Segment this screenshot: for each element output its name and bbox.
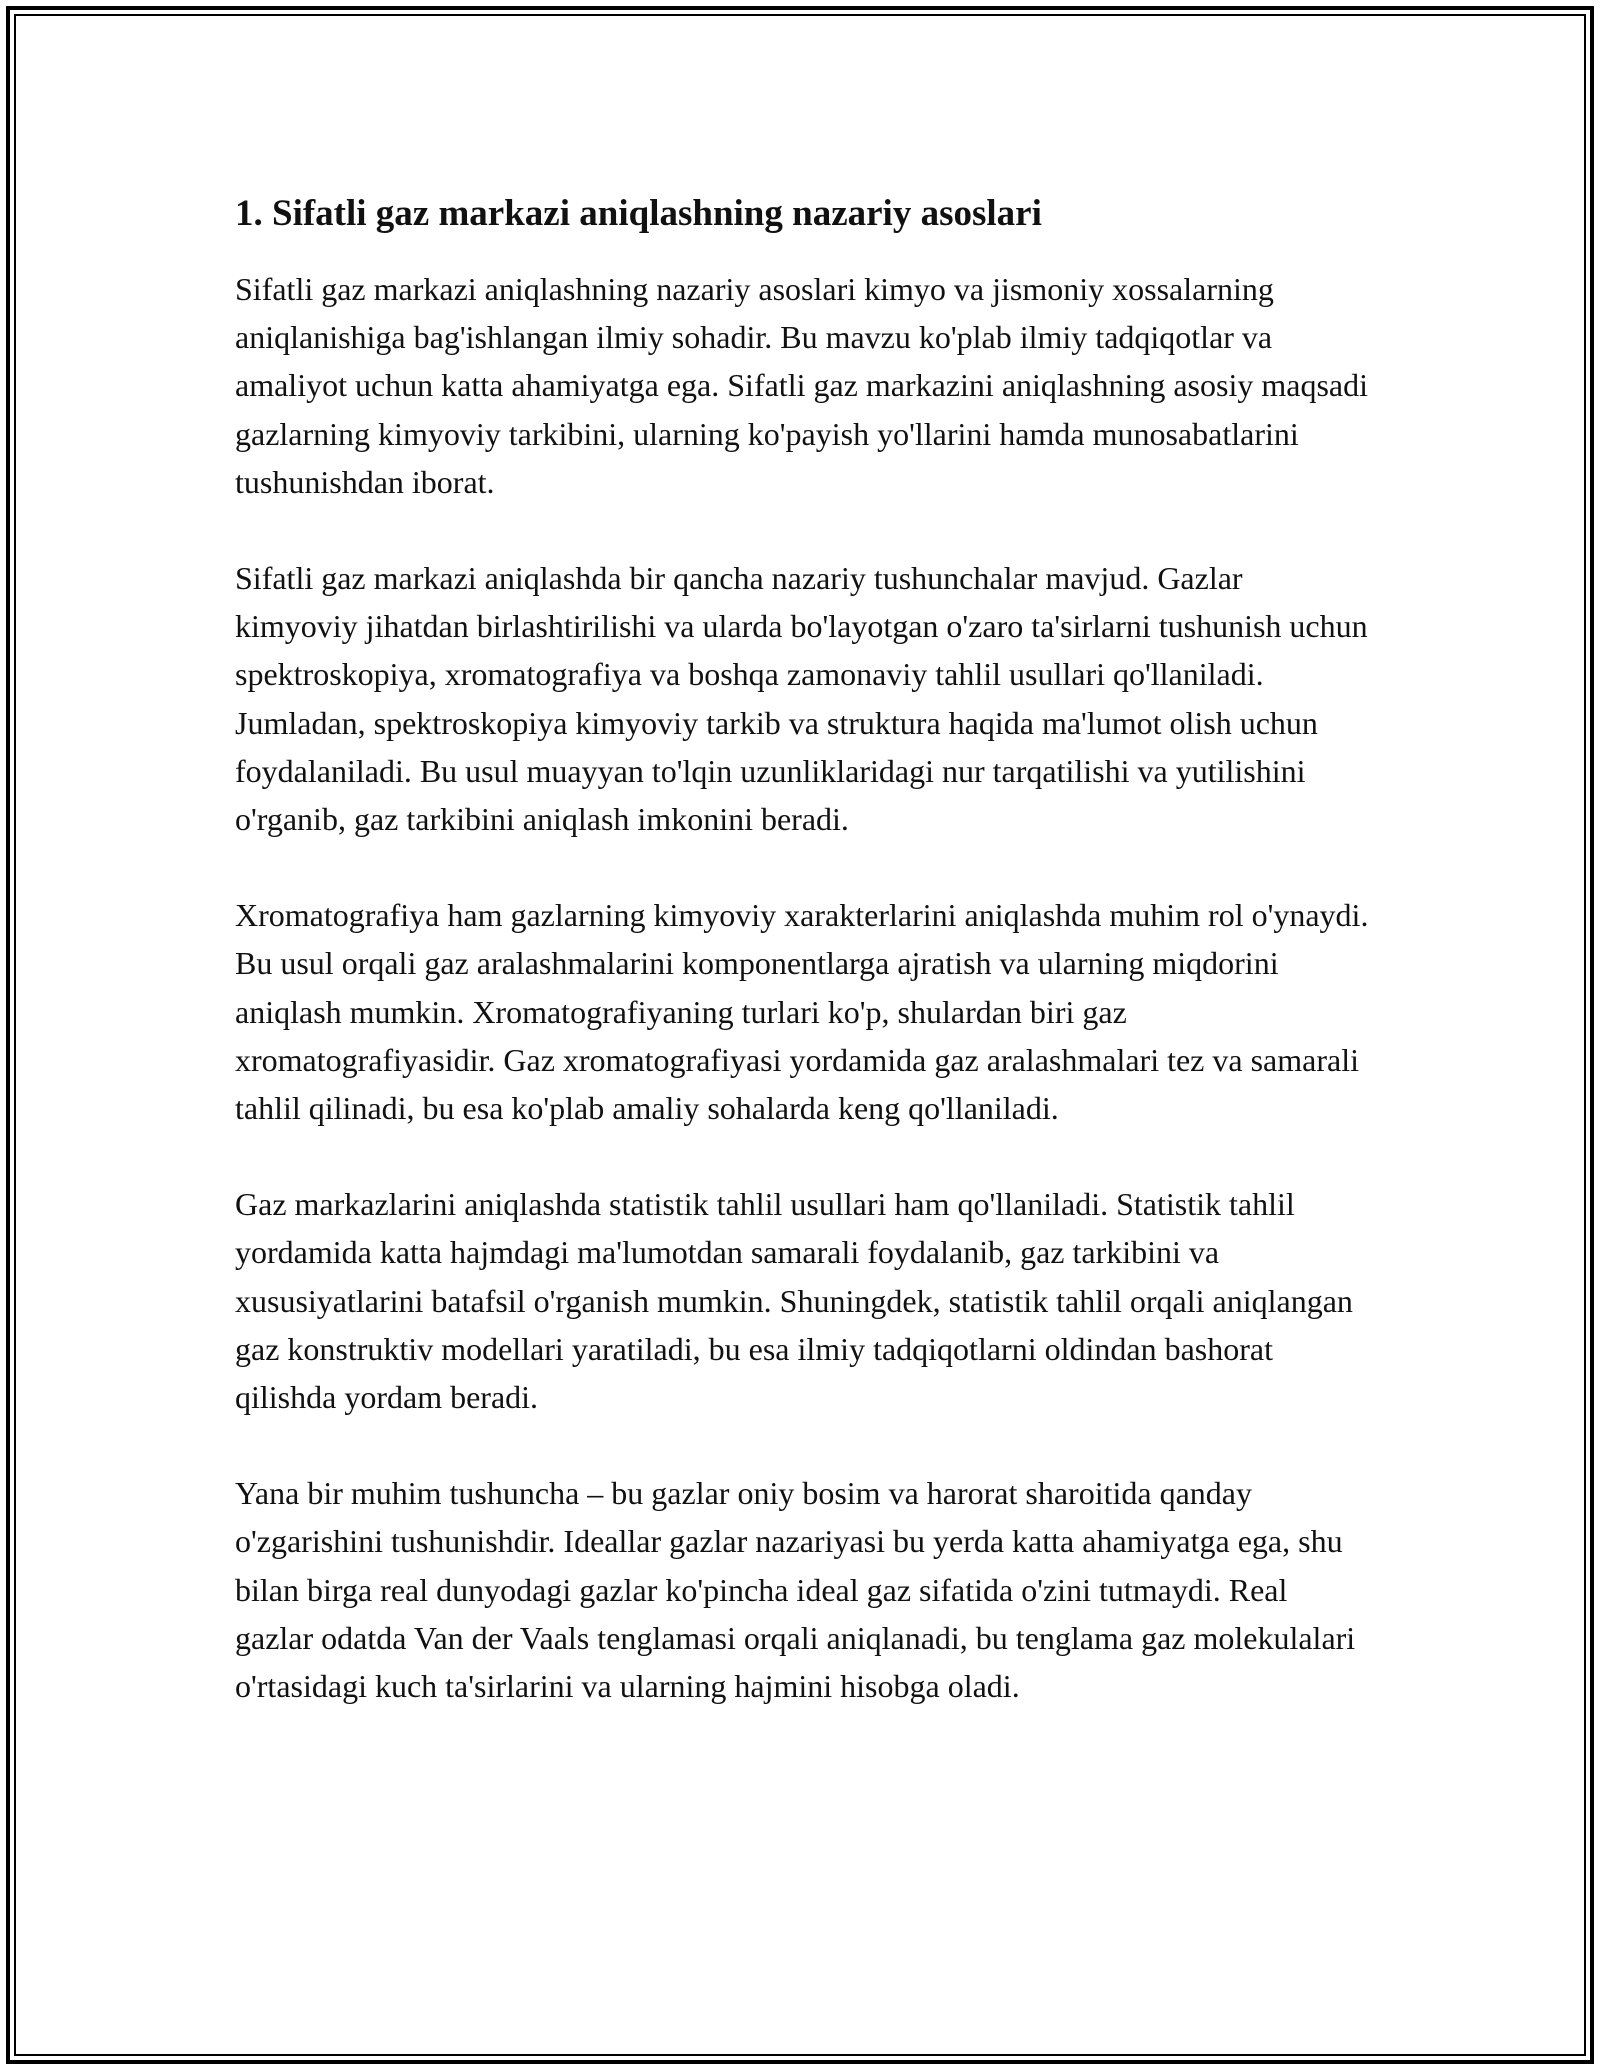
paragraph-3: Xromatografiya ham gazlarning kimyoviy xarakterlarini aniqlashda muhim rol o'ynaydi. Bu usul orqali gaz aralashmalarini komponentlarga ajratish va ularning miqdorini aniqlash mumkin. Xromatografiyaning turlari ko'p, shulardan biri gaz xromatografiyasidir. Gaz xromatografiyasi yordamida gaz aralashmalari tez va samarali tahlil qilinadi, bu esa ko'plab amaliy sohalarda keng qo'llaniladi.	[235, 897, 1369, 1127]
paragraph-4: Gaz markazlarini aniqlashda statistik tahlil usullari ham qo'llaniladi. Statistik tahlil yordamida katta hajmdagi ma'lumotdan samarali foydalanib, gaz tarkibini va xususiyatlarini batafsil o'rganish mumkin. Shuningdek, statistik tahlil orqali aniqlangan gaz konstruktiv modellari yaratiladi, bu esa ilmiy tadqiqotlarni oldindan bashorat qilishda yordam beradi.	[235, 1186, 1353, 1416]
paragraph-2: Sifatli gaz markazi aniqlashda bir qancha nazariy tushunchalar mavjud. Gazlar kimyoviy jihatdan birlashtirilishi va ularda bo'layotgan o'zaro ta'sirlarni tushunish uchun spektroskopiya, xromatografiya va boshqa zamonaviy tahlil usullari qo'llaniladi. Jumladan, spektroskopiya kimyoviy tarkib va struktura haqida ma'lumot olish uchun foydalaniladi. Bu usul muayyan to'lqin uzunliklaridagi nur tarqatilishi va yutilishini o'rganib, gaz tarkibini aniqlash imkonini beradi.	[235, 560, 1368, 838]
paragraph-1: Sifatli gaz markazi aniqlashning nazariy asoslari kimyo va jismoniy xossalarning aniqlanishiga bag'ishlangan ilmiy sohadir. Bu mavzu ko'plab ilmiy tadqiqotlar va amaliyot uchun katta ahamiyatga ega. Sifatli gaz markazini aniqlashning asosiy maqsadi gazlarning kimyoviy tarkibini, ularning ko'payish yo'llarini hamda munosabatlarini tushunishdan iborat.	[235, 271, 1368, 500]
section-heading: 1. Sifatli gaz markazi aniqlashning nazariy asoslari	[235, 193, 1042, 234]
document-body	[235, 185, 1370, 1758]
paragraph-5: Yana bir muhim tushuncha – bu gazlar oniy bosim va harorat sharoitida qanday o'zgarishini tushunishdir. Ideallar gazlar nazariyasi bu yerda katta ahamiyatga ega, shu bilan birga real dunyodagi gazlar ko'pincha ideal gaz sifatida o'zini tutmaydi. Real gazlar odatda Van der Vaals tenglamasi orqali aniqlanadi, bu tenglama gaz molekulalari o'rtasidagi kuch ta'sirlarini va ularning hajmini hisobga oladi.	[235, 1475, 1356, 1705]
